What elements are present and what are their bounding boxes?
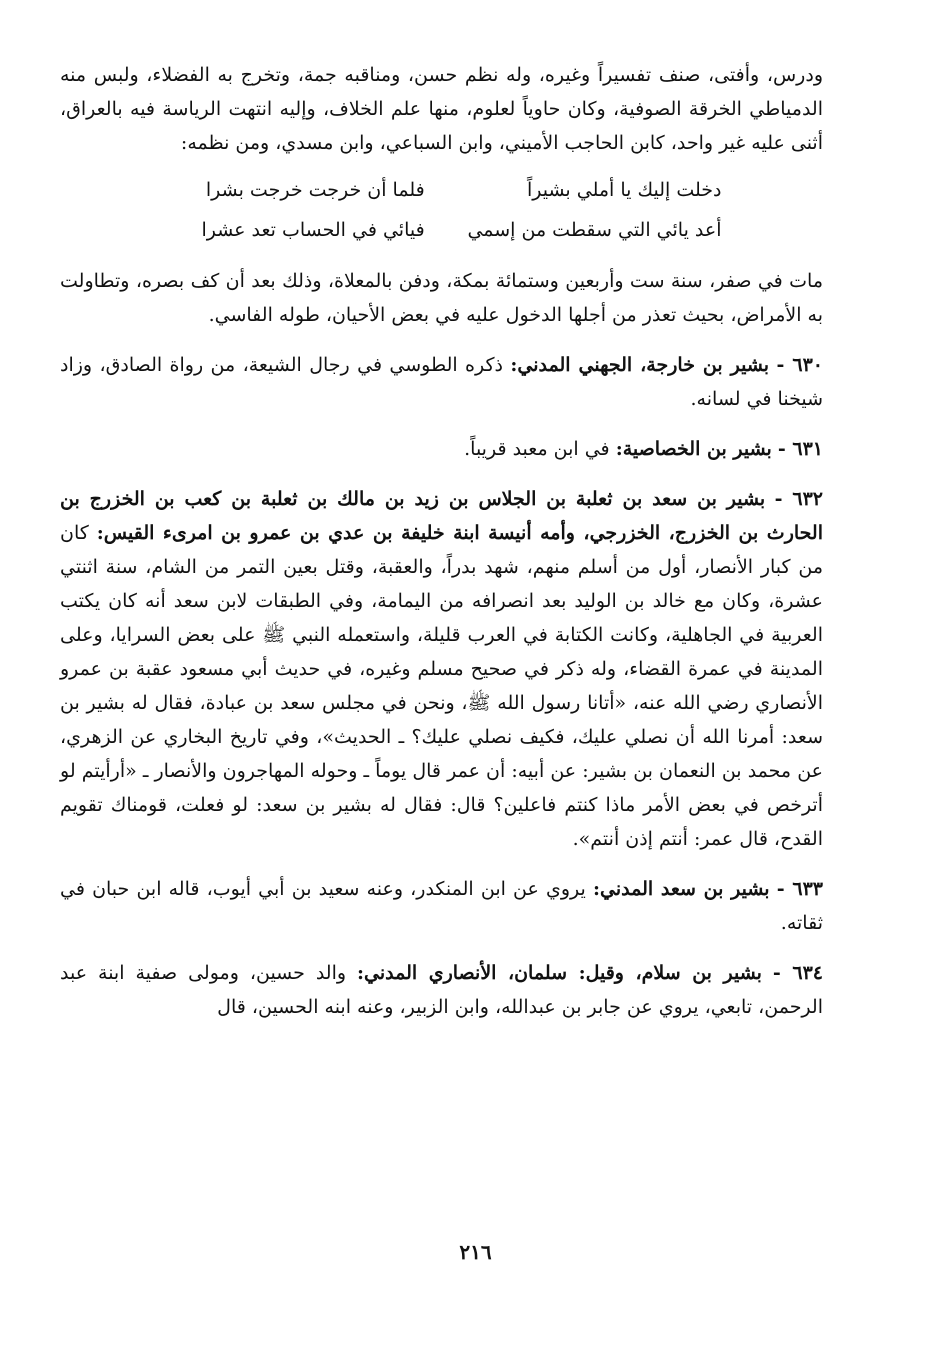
biography-entry — [60, 482, 823, 856]
entry-text: ذكره الطوسي في رجال الشيعة، من رواة الصادق، وزاد شيخنا في لسانه. — [60, 354, 823, 410]
entry-name: بشير بن الخصاصية: — [615, 438, 772, 460]
entry-number: ٦٣١ - — [777, 438, 823, 460]
biography-entry — [60, 432, 823, 466]
entry-text: في ابن معبد قريباً. — [464, 438, 610, 460]
entry-name: بشير بن سعد بن ثعلبة بن الجلاس بن زيد بن مالك بن ثعلبة بن كعب بن الخزرج بن الحارث بن الخزرج، الخزرجي، وأمه أنيسة ابنة خليفة بن عدي بن عمرو بن امرىء القيس: — [60, 488, 823, 544]
entry-number: ٦٣٠ - — [776, 354, 823, 376]
hemistich-first: دخلت إليك يا أملي بشيراً — [526, 179, 722, 201]
biography-entry — [60, 956, 823, 1024]
entry-text: والد حسين، ومولى صفية ابنة عبد الرحمن، تابعي، يروي عن جابر بن عبدالله، وابن الزبير، وعنه ابنه الحسين، قال — [60, 962, 823, 1018]
entry-text: يروي عن ابن المنكدر، وعنه سعيد بن أبي أيوب، قاله ابن حبان في ثقاته. — [60, 878, 823, 934]
hemistich-second: فلما أن خرجت خرجت بشرا — [205, 179, 425, 201]
hemistich-second: فيائي في الحساب تعد عشرا — [201, 219, 425, 241]
entry-number: ٦٣٣ - — [776, 878, 823, 900]
biography-entry — [60, 348, 823, 416]
poem-verse — [162, 210, 722, 250]
page-number: ٢١٦ — [459, 1240, 492, 1264]
entry-name: بشير بن سلام، وقيل: سلمان، الأنصاري المدني: — [357, 962, 762, 984]
entry-number: ٦٣٢ - — [774, 488, 823, 510]
intro-paragraph: ودرس، وأفتى، صنف تفسيراً وغيره، وله نظم حسن، ومناقبه جمة، وتخرج به الفضلاء، ولبس منه الدمياطي الخرقة الصوفية، وكان حاوياً لعلوم، منها علم الخلاف، وإليه انتهت الرياسة فيه بالعراق، أثنى عليه غير واحد، كابن الحاجب الأميني، وابن السباعي، وابن مسدي، ومن نظمه: — [60, 64, 823, 154]
entry-name: بشير بن سعد المدني: — [592, 878, 770, 900]
poem-verse — [162, 170, 722, 210]
entry-name: بشير بن خارجة، الجهني المدني: — [510, 354, 770, 376]
death-paragraph: مات في صفر، سنة ست وأربعين وستمائة بمكة، ودفن بالمعلاة، وذلك بعد أن كف بصره، وتطاولت به الأمراض، بحيث تعذر من أجلها الدخول عليه في بعض الأحيان، طوله الفاسي. — [60, 270, 823, 326]
entry-text: كان من كبار الأنصار، أول من أسلم منهم، شهد بدراً، والعقبة، وقتل بعين التمر من الشام، سنة اثنتي عشرة، وكان مع خالد بن الوليد بعد انصرافه من اليمامة، وفي الطبقات لابن سعد أنه كان يكتب العربية في الجاهلية، وكانت الكتابة في العرب قليلة، واستعمله النبي ﷺ على بعض السرايا، وعلى المدينة في عمرة القضاء، وله ذكر في صحيح مسلم وغيره، في حديث أبي مسعود عقبة بن عمرو الأنصاري رضي الله عنه، «أتانا رسول الله ﷺ، ونحن في مجلس سعد بن عبادة، فقال له بشير بن سعد: أمرنا الله أن نصلي عليك، فكيف نصلي عليك؟ ـ الحديث»، وفي تاريخ البخاري عن الزهري، عن محمد بن النعمان بن بشير: عن أبيه: أن عمر قال يوماً ـ وحوله المهاجرون والأنصار ـ «أرأيتم لو أترخص في بعض الأمر ماذا كنتم فاعلين؟ قال: فقال له بشير بن سعد: لو فعلت، قومناك تقويم القدح، قال عمر: أنتم إذن أنتم». — [60, 522, 823, 850]
hemistich-first: أعد يائي التي سقطت من إسمي — [467, 219, 722, 241]
poem — [162, 170, 722, 250]
biography-entry — [60, 872, 823, 940]
entry-number: ٦٣٤ - — [772, 962, 823, 984]
